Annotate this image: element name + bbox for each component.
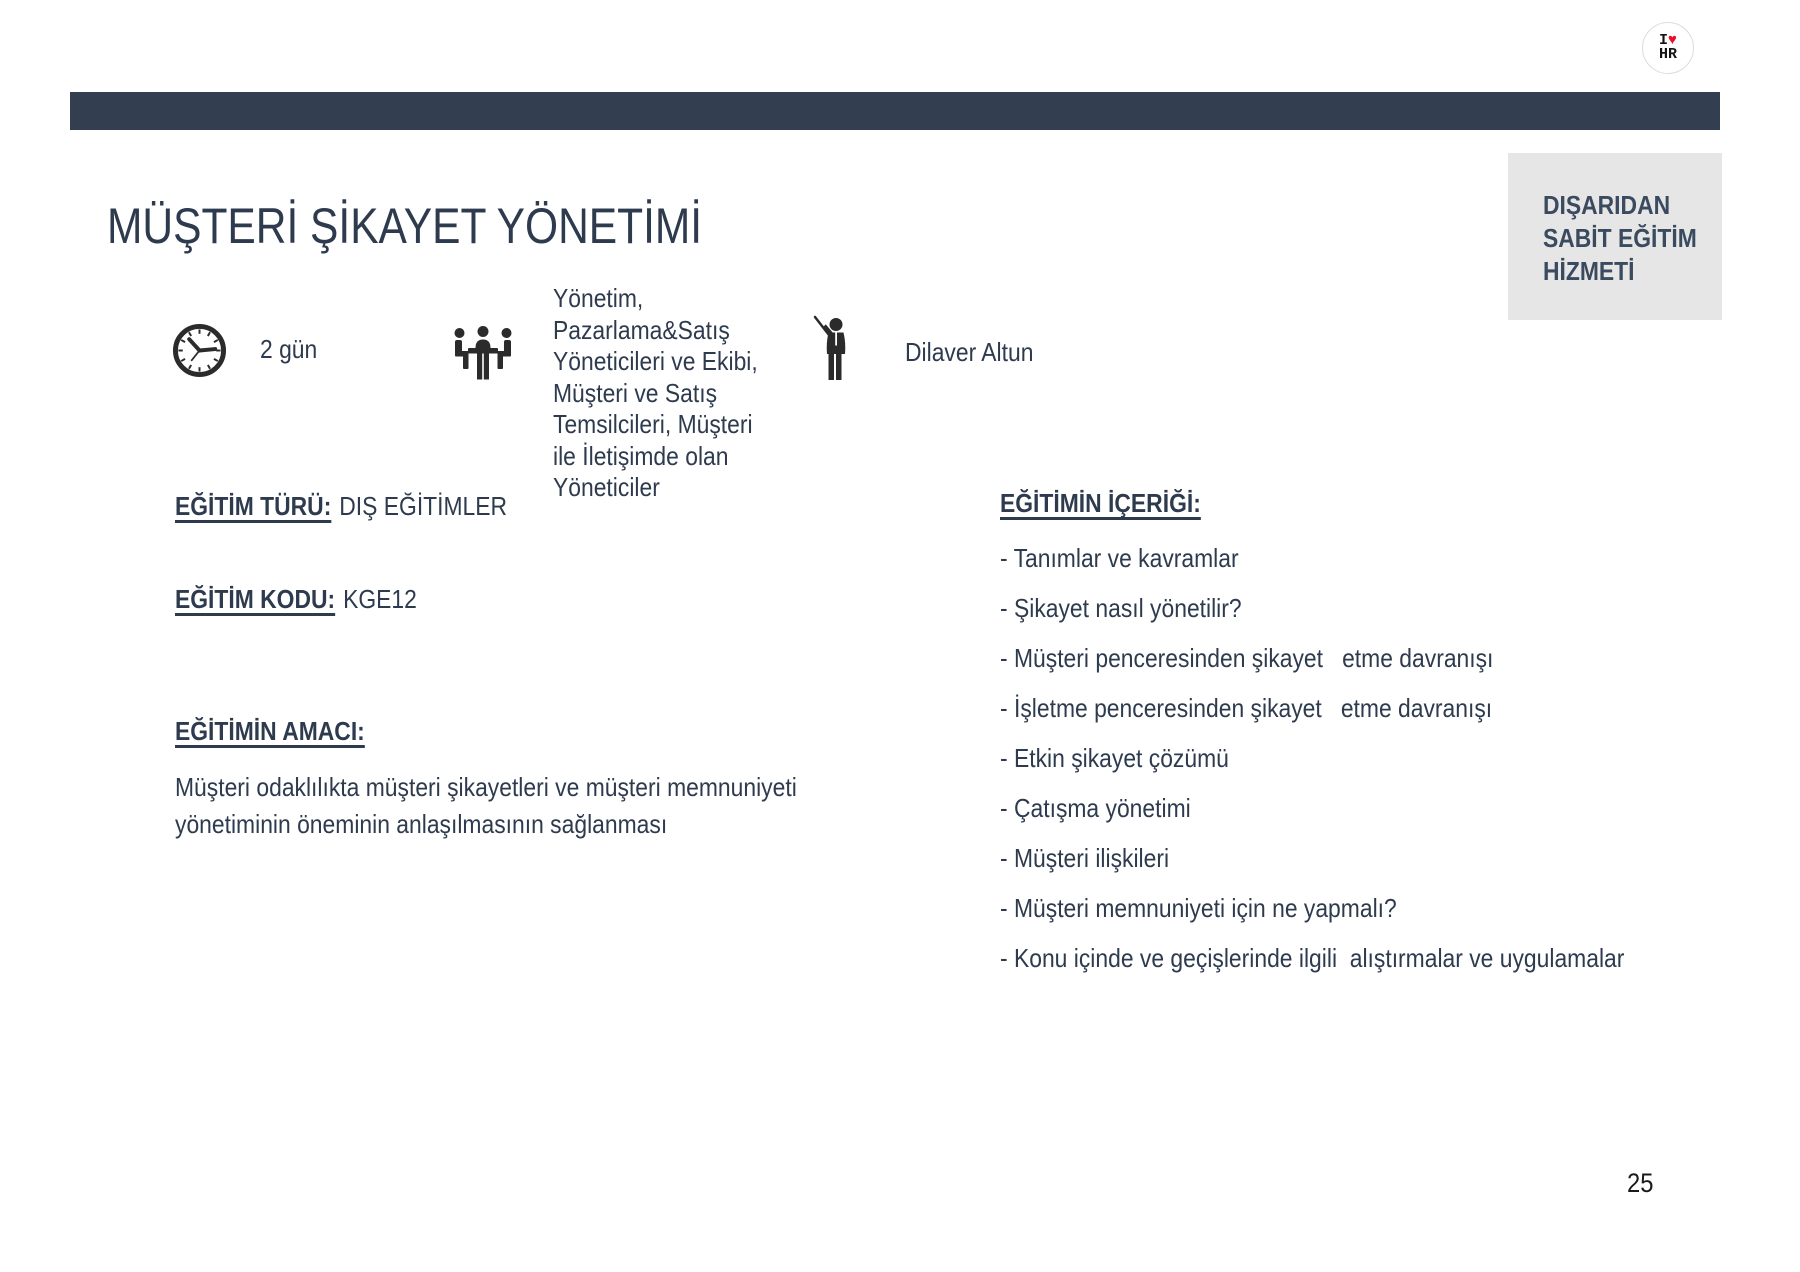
instructor-name: Dilaver Altun <box>905 337 1034 367</box>
audience-text: Yönetim, Pazarlama&Satış Yöneticileri ve Ekibi, Müşteri ve Satış Temsilcileri, Müşteri ile İletişimde olan Yöneticiler <box>553 283 758 502</box>
content-list-item: - Konu içinde ve geçişlerinde ilgili alıştırmalar ve uygulamalar <box>1000 943 1625 973</box>
duration-text: 2 gün <box>260 334 318 364</box>
page-title: MÜŞTERİ ŞİKAYET YÖNETİMİ <box>107 198 703 254</box>
section-training-code <box>175 584 417 615</box>
content-list-item: - Çatışma yönetimi <box>1000 793 1191 823</box>
content-list-item: - Şikayet nasıl yönetilir? <box>1000 593 1242 623</box>
training-type-label: EĞİTİM TÜRÜ: <box>175 491 332 521</box>
heart-icon: ♥ <box>1668 32 1678 49</box>
section-purpose-heading <box>175 716 365 747</box>
section-training-type <box>175 491 507 522</box>
training-code-label: EĞİTİM KODU: <box>175 584 336 614</box>
content-list-item: - Tanımlar ve kavramlar <box>1000 543 1239 573</box>
clock-icon <box>172 323 227 378</box>
i-love-hr-logo <box>1642 22 1694 74</box>
section-content-heading <box>1000 488 1201 519</box>
header-accent-bar <box>70 92 1720 130</box>
content-list <box>1000 543 1624 993</box>
meeting-icon <box>452 326 514 380</box>
presenter-icon <box>813 315 853 381</box>
training-category-badge <box>1508 153 1722 320</box>
purpose-text: Müşteri odaklılıkta müşteri şikayetleri ve müşteri memnuniyeti yönetiminin öneminin anlaşılmasının sağlanması <box>175 772 797 839</box>
training-code-value: KGE12 <box>343 584 417 614</box>
content-list-item: - Müşteri ilişkileri <box>1000 843 1170 873</box>
badge-label: DIŞARIDAN SABİT EĞİTİM HİZMETİ <box>1543 190 1697 286</box>
content-label: EĞİTİMİN İÇERİĞİ: <box>1000 488 1201 518</box>
training-type-value: DIŞ EĞİTİMLER <box>339 491 508 521</box>
content-list-item: - Müşteri memnuniyeti için ne yapmalı? <box>1000 893 1397 923</box>
page-number: 25 <box>1627 1168 1654 1198</box>
logo-line-2: HR <box>1658 46 1677 63</box>
logo-letter-i: I <box>1658 32 1668 49</box>
content-list-item: - İşletme penceresinden şikayet etme davranışı <box>1000 693 1493 723</box>
content-list-item: - Etkin şikayet çözümü <box>1000 743 1229 773</box>
purpose-label: EĞİTİMİN AMACI: <box>175 716 365 746</box>
content-list-item: - Müşteri penceresinden şikayet etme davranışı <box>1000 643 1494 673</box>
